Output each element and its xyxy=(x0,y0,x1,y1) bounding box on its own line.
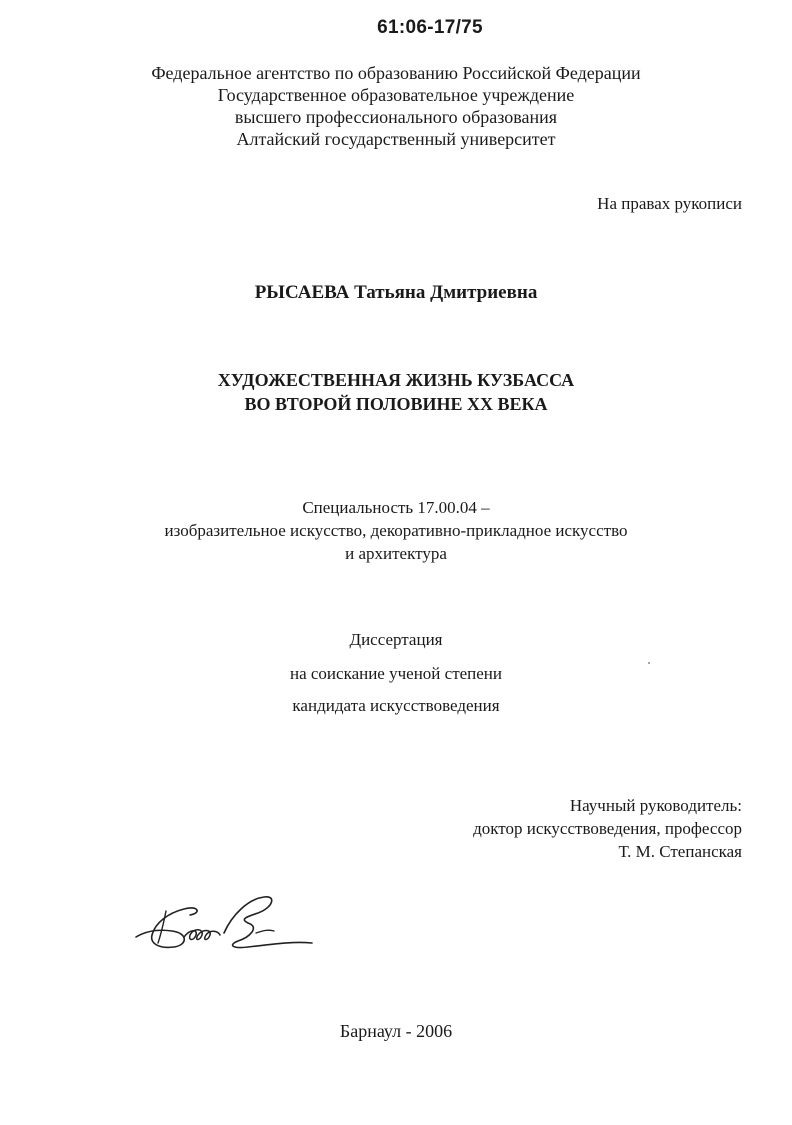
dissertation-line-2: на соискание ученой степени xyxy=(289,664,503,683)
title-line-2: ВО ВТОРОЙ ПОЛОВИНЕ XX ВЕКА xyxy=(244,394,548,414)
supervisor-name: Т. М. Степанская xyxy=(618,842,742,861)
rights-note: На правах рукописи xyxy=(597,194,742,213)
specialty-line-1: Специальность 17.00.04 – xyxy=(302,498,490,517)
specialty-line-2: изобразительное искусство, декоративно-прикладное искусство xyxy=(164,521,628,540)
organization-block xyxy=(0,62,792,150)
specialty-line-3: и архитектура xyxy=(345,544,447,563)
dissertation-title xyxy=(0,368,792,416)
dissertation-line-1: Диссертация xyxy=(349,630,443,649)
document-code: 61:06-17/75 xyxy=(377,17,483,38)
handwritten-signature-icon xyxy=(128,885,318,955)
organization-line: Федеральное агентство по образованию Российской Федерации xyxy=(151,63,641,83)
author-name: РЫСАЕВА Татьяна Дмитриевна xyxy=(254,282,538,303)
organization-line: высшего профессионального образования xyxy=(234,107,558,127)
scan-speck xyxy=(648,662,650,664)
supervisor-block xyxy=(473,794,742,863)
dissertation-line-3: кандидата искусствоведения xyxy=(292,696,500,715)
supervisor-label: Научный руководитель: xyxy=(569,796,742,815)
organization-line: Алтайский государственный университет xyxy=(236,129,556,149)
title-line-1: ХУДОЖЕСТВЕННАЯ ЖИЗНЬ КУЗБАССА xyxy=(217,370,575,390)
specialty-block xyxy=(0,496,792,565)
supervisor-degree: доктор искусствоведения, профессор xyxy=(473,819,742,838)
city-year: Барнаул - 2006 xyxy=(339,1021,453,1041)
organization-line: Государственное образовательное учреждение xyxy=(217,85,575,105)
